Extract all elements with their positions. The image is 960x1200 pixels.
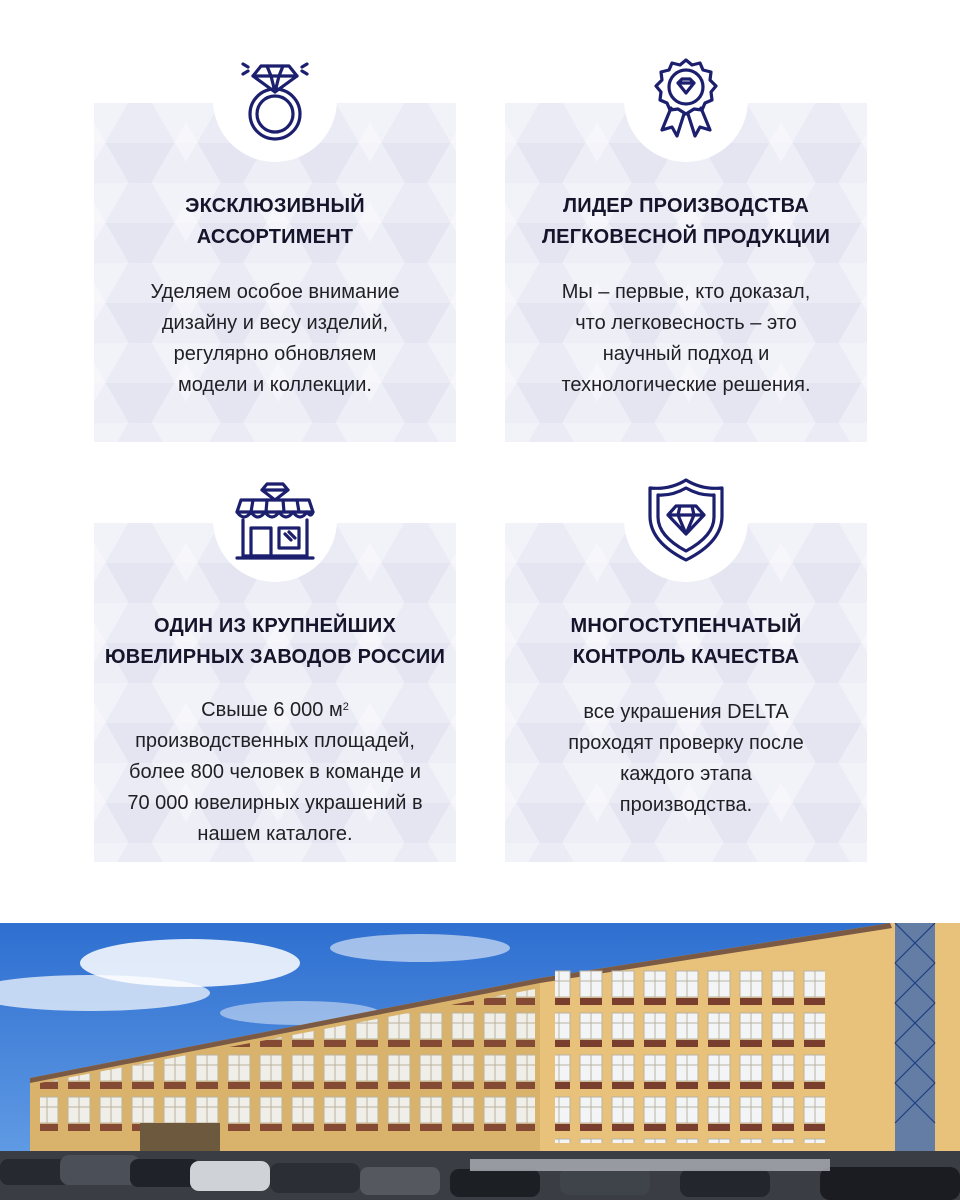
diamond-ring-icon xyxy=(231,56,319,144)
card-description: Уделяем особое внимание дизайну и весу изделий, регулярно обновляем модели и коллекции. xyxy=(150,281,400,396)
icon-badge xyxy=(213,458,337,582)
factory-building-photo xyxy=(0,923,960,1200)
area-superscript: 2 xyxy=(342,701,349,713)
factory-building-illustration xyxy=(0,923,960,1200)
card-title: ЛИДЕР ПРОИЗВОДСТВА ЛЕГКОВЕСНОЙ ПРОДУКЦИИ xyxy=(541,195,831,248)
diamond-shield-icon xyxy=(642,476,730,564)
card-title: ЭКСКЛЮЗИВНЫЙ АССОРТИМЕНТ xyxy=(185,195,365,248)
award-rosette-icon xyxy=(642,56,730,144)
feature-card-assortment xyxy=(94,103,456,442)
jewelry-store-icon xyxy=(231,476,319,564)
feature-card-lightweight-leader xyxy=(505,103,867,442)
icon-badge xyxy=(624,458,748,582)
card-title: ОДИН ИЗ КРУПНЕЙШИХ ЮВЕЛИРНЫХ ЗАВОДОВ РОССИИ xyxy=(104,615,446,668)
card-description: Свыше 6 000 $м^2$ производственных площадей, более 800 человек в команде и 70 000 ювелирных украшений в нашем каталоге. xyxy=(127,699,423,845)
feature-card-quality-control xyxy=(505,523,867,862)
feature-card-largest-factory xyxy=(94,523,456,862)
icon-badge xyxy=(213,38,337,162)
card-description: Мы – первые, кто доказал, что легковесность – это научный подход и технологические решения. xyxy=(561,281,811,396)
card-description: все украшения DELTA проходят проверку после каждого этапа производства. xyxy=(568,701,804,816)
card-title: МНОГОСТУПЕНЧАТЫЙ КОНТРОЛЬ КАЧЕСТВА xyxy=(570,615,802,668)
icon-badge xyxy=(624,38,748,162)
